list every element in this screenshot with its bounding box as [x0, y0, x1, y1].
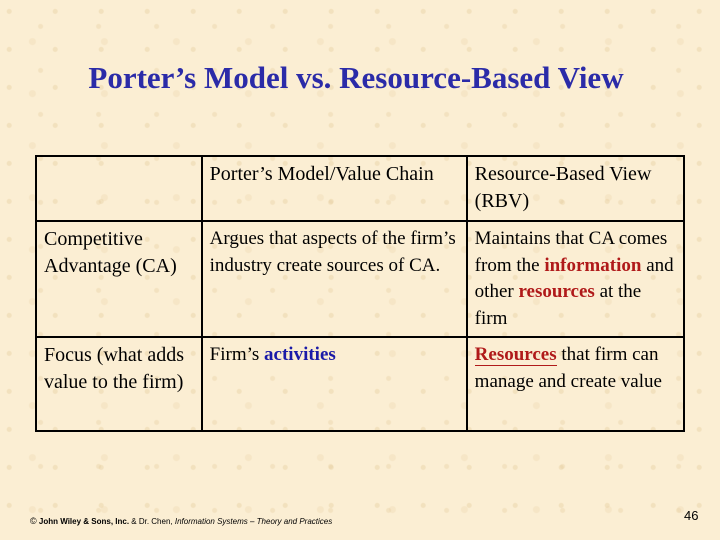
- text-segment: and other: [474, 254, 674, 303]
- cell-porter-focus: [202, 337, 467, 431]
- cell-rbv-ca: [467, 221, 684, 337]
- copyright-symbol: ©: [30, 516, 37, 526]
- highlight-information: information: [544, 254, 642, 276]
- cell-porter-ca: Argues that aspects of the firm’s industry create sources of CA.: [202, 221, 467, 337]
- header-empty-cell: [36, 156, 202, 221]
- footer-separator: & Dr. Chen,: [129, 517, 175, 526]
- page-number: 46: [684, 508, 699, 523]
- cell-rbv-focus: [467, 337, 684, 431]
- comparison-table: [35, 155, 685, 432]
- row-label-focus: Focus (what adds value to the firm): [36, 337, 202, 431]
- header-rbv: Resource-Based View (RBV): [467, 156, 684, 221]
- publisher-name: John Wiley & Sons, Inc.: [38, 517, 130, 526]
- highlight-resources: resources: [518, 281, 595, 303]
- table-header-row: [36, 156, 684, 221]
- text-segment: that firm can manage and create value: [474, 344, 662, 392]
- slide-title: Porter’s Model vs. Resource-Based View: [88, 60, 624, 95]
- highlight-resources-focus: Resources: [474, 344, 557, 366]
- text-segment: at the firm: [474, 281, 642, 329]
- book-title: Information Systems – Theory and Practices: [174, 517, 333, 526]
- footer-credit: [30, 516, 332, 526]
- table-row-ca: [36, 221, 684, 337]
- header-porter: Porter’s Model/Value Chain: [202, 156, 467, 221]
- text-segment: Maintains that CA comes from the: [474, 228, 668, 276]
- highlight-activities: activities: [264, 344, 336, 366]
- table-row-focus: [36, 337, 684, 431]
- text-segment: Firm’s: [209, 344, 265, 366]
- row-label-ca: Competitive Advantage (CA): [36, 221, 202, 337]
